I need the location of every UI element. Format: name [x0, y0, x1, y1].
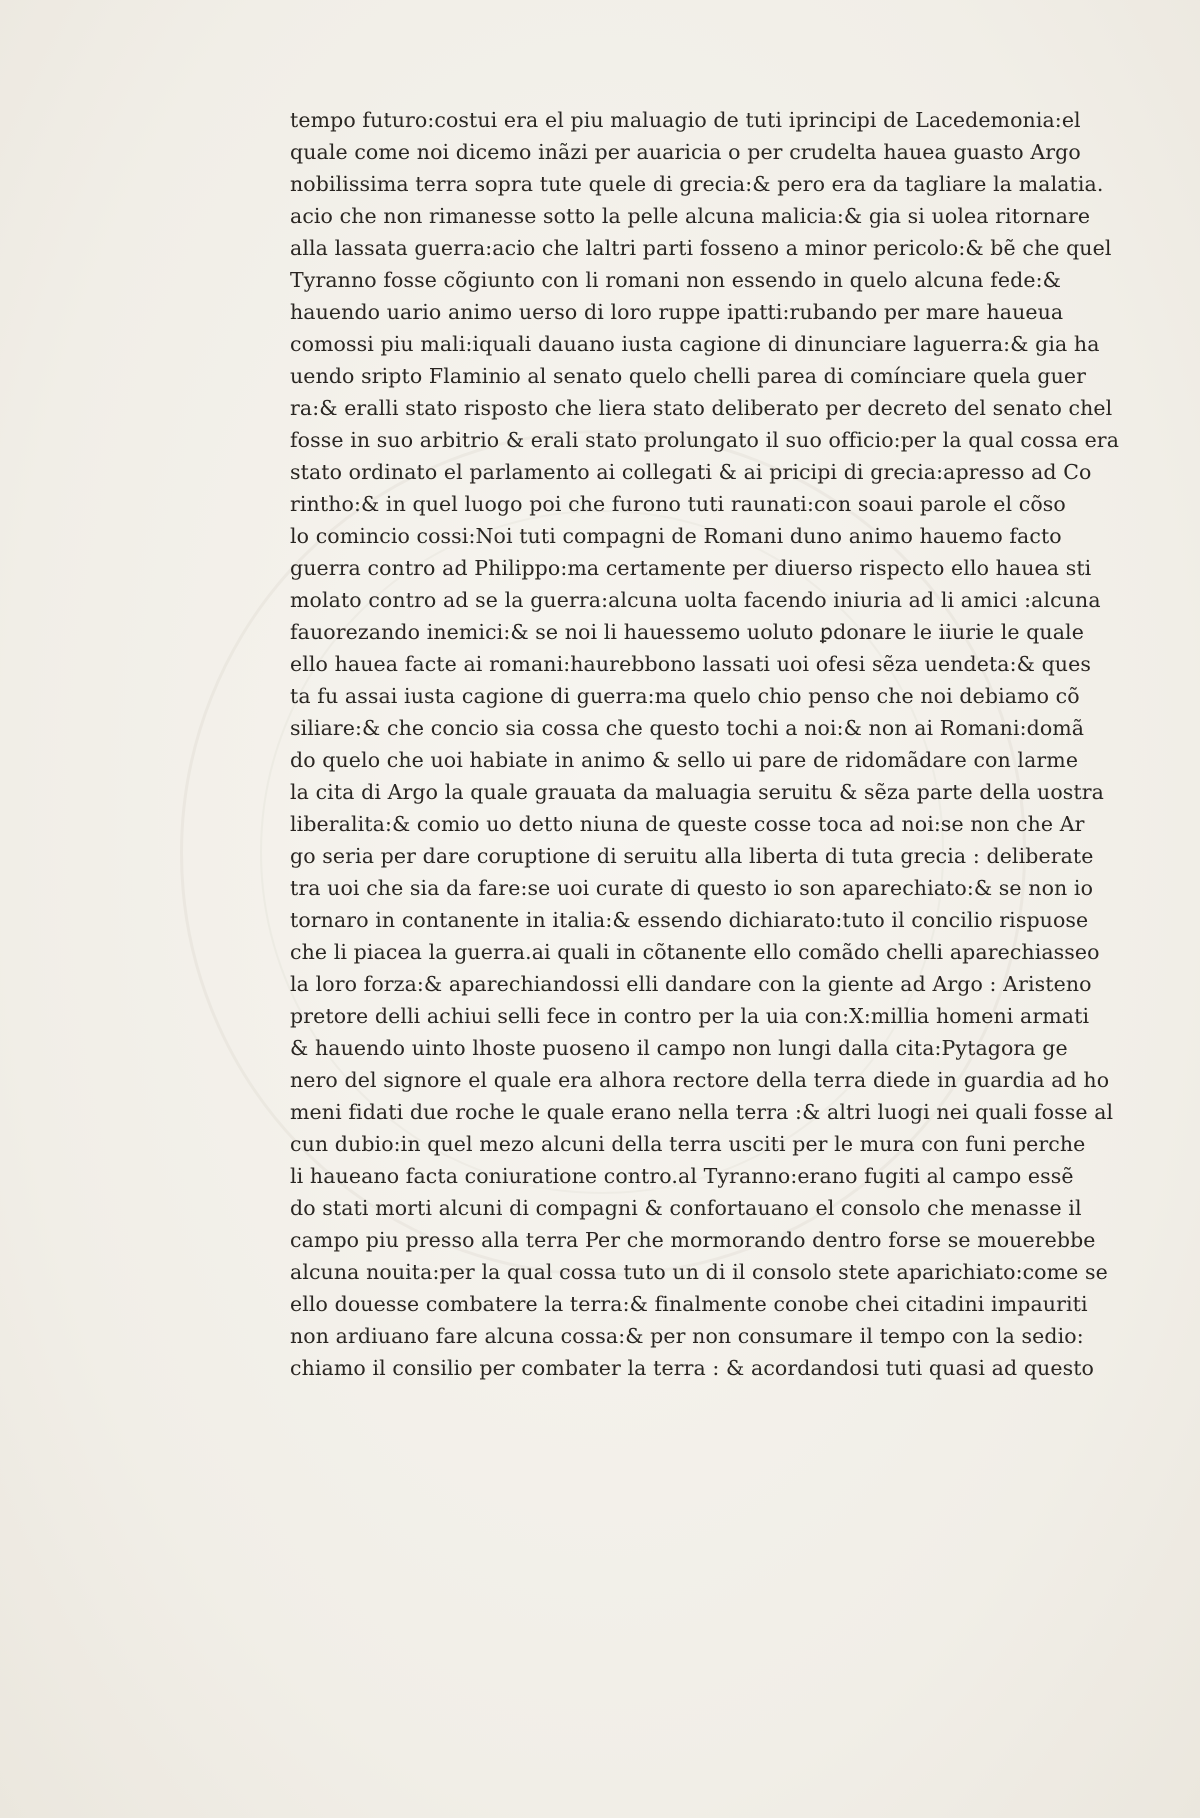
text-line: fosse in suo arbitrio & erali stato prolungato il suo officio:per la qual cossa era [290, 428, 1120, 452]
text-line: chiamo il consilio per combater la terra : & acordandosi tuti quasi ad questo [290, 1356, 1094, 1380]
text-line: cun dubio:in quel mezo alcuni della terra usciti per le mura con funi perche [290, 1132, 1086, 1156]
text-line: tempo futuro:costui era el piu maluagio de tuti iprincipi de Lacedemonia:el [290, 108, 1081, 132]
text-line: nero del signore el quale era alhora rectore della terra diede in guardia ad ho [290, 1068, 1110, 1092]
text-line: tornaro in contanente in italia:& essendo dichiarato:tuto il concilio rispuose [290, 908, 1089, 932]
text-line: lo comincio cossi:Noi tuti compagni de Romani duno animo hauemo facto [290, 524, 1062, 548]
text-line: do stati morti alcuni di compagni & confortauano el consolo che menasse il [290, 1196, 1082, 1220]
text-line: go seria per dare coruptione di seruitu alla liberta di tuta grecia : deliberate [290, 844, 1094, 868]
text-line: nobilissima terra sopra tute quele di grecia:& pero era da tagliare la malatia. [290, 172, 1104, 196]
text-line: ello hauea facte ai romani:haurebbono lassati uoi ofesi sẽza uendeta:& ques [290, 652, 1091, 676]
text-line: hauendo uario animo uerso di loro ruppe ipatti:rubando per mare haueua [290, 300, 1064, 324]
text-line: uendo sripto Flaminio al senato quelo chelli parea di comínciare quela guer [290, 364, 1087, 388]
text-line: tra uoi che sia da fare:se uoi curate di questo io son aparechiato:& se non io [290, 876, 1094, 900]
text-line: che li piacea la guerra.ai quali in cõtanente ello comãdo chelli aparechiasseo [290, 940, 1100, 964]
text-line: pretore delli achiui selli fece in contro per la uia con:X:millia homeni armati [290, 1004, 1090, 1028]
text-line: Tyranno fosse cõgiunto con li romani non essendo in quelo alcuna fede:& [290, 268, 1061, 292]
text-line: alcuna nouita:per la qual cossa tuto un di il consolo stete aparichiato:come se [290, 1260, 1108, 1284]
text-line: acio che non rimanesse sotto la pelle alcuna malicia:& gia si uolea ritornare [290, 204, 1091, 228]
text-line: ello douesse combatere la terra:& finalmente conobe chei citadini impauriti [290, 1292, 1088, 1316]
text-line: la cita di Argo la quale grauata da maluagia seruitu & sẽza parte della uostra [290, 780, 1104, 804]
text-line: rintho:& in quel luogo poi che furono tuti raunati:con soaui parole el cõso [290, 492, 1066, 516]
text-line: siliare:& che concio sia cossa che questo tochi a noi:& non ai Romani:domã [290, 716, 1085, 740]
text-line: quale come noi dicemo inãzi per auaricia o per crudelta hauea guasto Argo [290, 140, 1081, 164]
text-line: non ardiuano fare alcuna cossa:& per non consumare il tempo con la sedio: [290, 1324, 1084, 1348]
text-line: & hauendo uinto lhoste puoseno il campo non lungi dalla cita:Pytagora ge [290, 1036, 1068, 1060]
text-line: campo piu presso alla terra Per che mormorando dentro forse se mouerebbe [290, 1228, 1096, 1252]
text-line: comossi piu mali:iquali dauano iusta cagione di dinunciare laguerra:& gia ha [290, 332, 1100, 356]
text-line: guerra contro ad Philippo:ma certamente per diuerso rispecto ello hauea sti [290, 556, 1092, 580]
text-line: alla lassata guerra:acio che laltri parti fosseno a minor pericolo:& bẽ che quel [290, 236, 1112, 260]
text-line: li haueano facta coniuratione contro.al Tyranno:erano fugiti al campo essẽ [290, 1164, 1074, 1188]
text-line: do quelo che uoi habiate in animo & sello ui pare de ridomãdare con larme [290, 748, 1079, 772]
text-line: fauorezando inemici:& se noi li hauessemo uoluto ꝑdonare le iiurie le quale [290, 620, 1084, 644]
text-line: liberalita:& comio uo detto niuna de queste cosse toca ad noi:se non che Ar [290, 812, 1085, 836]
text-line: meni fidati due roche le quale erano nella terra :& altri luogi nei quali fosse al [290, 1100, 1114, 1124]
text-line: la loro forza:& aparechiandossi elli dandare con la giente ad Argo : Aristeno [290, 972, 1092, 996]
text-line: ta fu assai iusta cagione di guerra:ma quelo chio penso che noi debiamo cõ [290, 684, 1080, 708]
body-text [290, 104, 1120, 1384]
text-line: molato contro ad se la guerra:alcuna uolta facendo iniuria ad li amici :alcuna [290, 588, 1101, 612]
text-line: ra:& eralli stato risposto che liera stato deliberato per decreto del senato chel [290, 396, 1113, 420]
text-line: stato ordinato el parlamento ai collegati & ai pricipi di grecia:apresso ad Co [290, 460, 1092, 484]
